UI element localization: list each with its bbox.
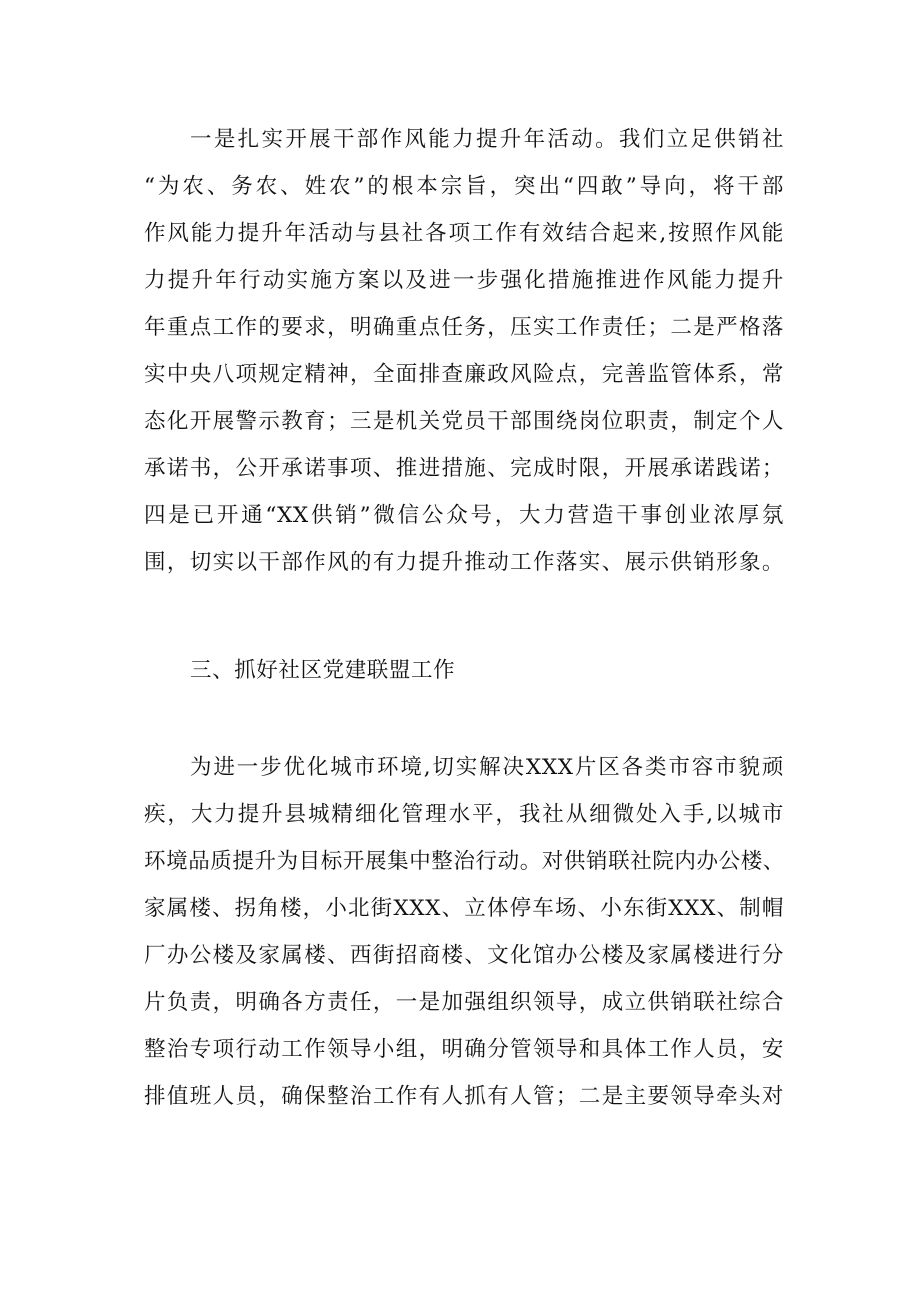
paragraph-1-line-10: 围，切实以干部作风的有力提升推动工作落实、展示供销形象。 [144,550,784,575]
paragraph-1-line-2: “为农、务农、姓农”的根本宗旨，突出“四敢”导向，将干部 [144,174,784,199]
paragraph-2-line-7: 整治专项行动工作领导小组，明确分管领导和具体工作人员，安 [144,1037,784,1062]
paragraph-2-line-1: 为进一步优化城市环境,切实解决XXX片区各类市容市貌顽 [190,755,784,780]
paragraph-1-line-9: 四是已开通“XX供销”微信公众号，大力营造干事创业浓厚氛 [144,503,784,528]
paragraph-1-line-3: 作风能力提升年活动与县社各项工作有效结合起来,按照作风能 [144,221,784,246]
paragraph-1-line-5: 年重点工作的要求，明确重点任务，压实工作责任；二是严格落 [144,315,784,340]
paragraph-2-line-3: 环境品质提升为目标开展集中整治行动。对供销联社院内办公楼、 [144,849,785,874]
paragraph-1-line-8: 承诺书，公开承诺事项、推进措施、完成时限，开展承诺践诺； [144,456,784,481]
paragraph-1-line-4: 力提升年行动实施方案以及进一步强化措施推进作风能力提升 [144,268,784,293]
paragraph-2-line-8: 排值班人员，确保整治工作有人抓有人管；二是主要领导牵头对 [144,1084,784,1109]
paragraph-1-line-7: 态化开展警示教育；三是机关党员干部围绕岗位职责，制定个人 [144,409,784,434]
paragraph-2-line-5: 厂办公楼及家属楼、西街招商楼、文化馆办公楼及家属楼进行分 [144,943,784,968]
paragraph-1-line-1: 一是扎实开展干部作风能力提升年活动。我们立足供销社 [190,127,784,152]
paragraph-2-line-6: 片负责，明确各方责任，一是加强组织领导，成立供销联社综合 [144,990,784,1015]
section-heading: 三、抓好社区党建联盟工作 [190,658,456,683]
paragraph-1-line-6: 实中央八项规定精神，全面排查廉政风险点，完善监管体系，常 [144,362,784,387]
paragraph-2-line-4: 家属楼、拐角楼，小北街XXX、立体停车场、小东街XXX、制帽 [144,896,784,921]
paragraph-2-line-2: 疾，大力提升县城精细化管理水平，我社从细微处入手,以城市 [144,802,784,827]
